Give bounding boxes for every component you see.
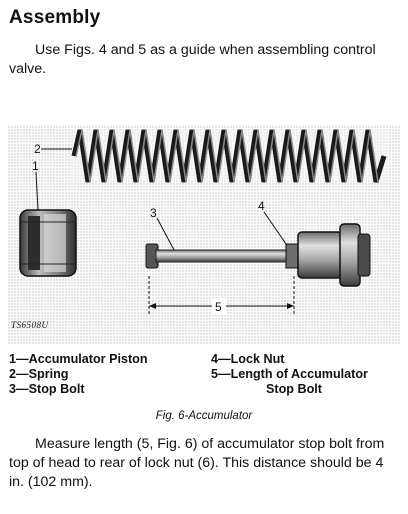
photo-code: TS6508U (11, 320, 49, 330)
section-heading: Assembly (9, 7, 101, 28)
legend-item: 2—Spring (9, 367, 69, 381)
legend-item: Stop Bolt (266, 382, 322, 396)
legend-item: 1—Accumulator Piston (9, 352, 148, 366)
legend-right (211, 352, 368, 397)
figure-caption: Fig. 6-Accumulator (155, 410, 253, 422)
spring (70, 129, 388, 183)
legend-item: 3—Stop Bolt (9, 382, 85, 396)
accumulator-piston (20, 210, 76, 276)
callout-2: 2 (34, 142, 41, 156)
legend-item: 4—Lock Nut (211, 352, 285, 366)
intro-paragraph: Use Figs. 4 and 5 as a guide when assembling control valve. (9, 42, 376, 77)
body-paragraph: Measure length (5, Fig. 6) of accumulator stop bolt from top of head to rear of lock nut (6). This distance should be 4 in. (102 mm). (9, 436, 385, 490)
callout-4: 4 (258, 199, 265, 213)
callout-1: 1 (32, 159, 39, 173)
legend-left (9, 352, 148, 397)
lock-nut (298, 224, 370, 286)
accumulator-figure (8, 126, 400, 344)
legend-item: 5—Length of Accumulator (211, 367, 368, 381)
callout-3: 3 (150, 206, 157, 220)
callout-5: 5 (215, 300, 222, 314)
